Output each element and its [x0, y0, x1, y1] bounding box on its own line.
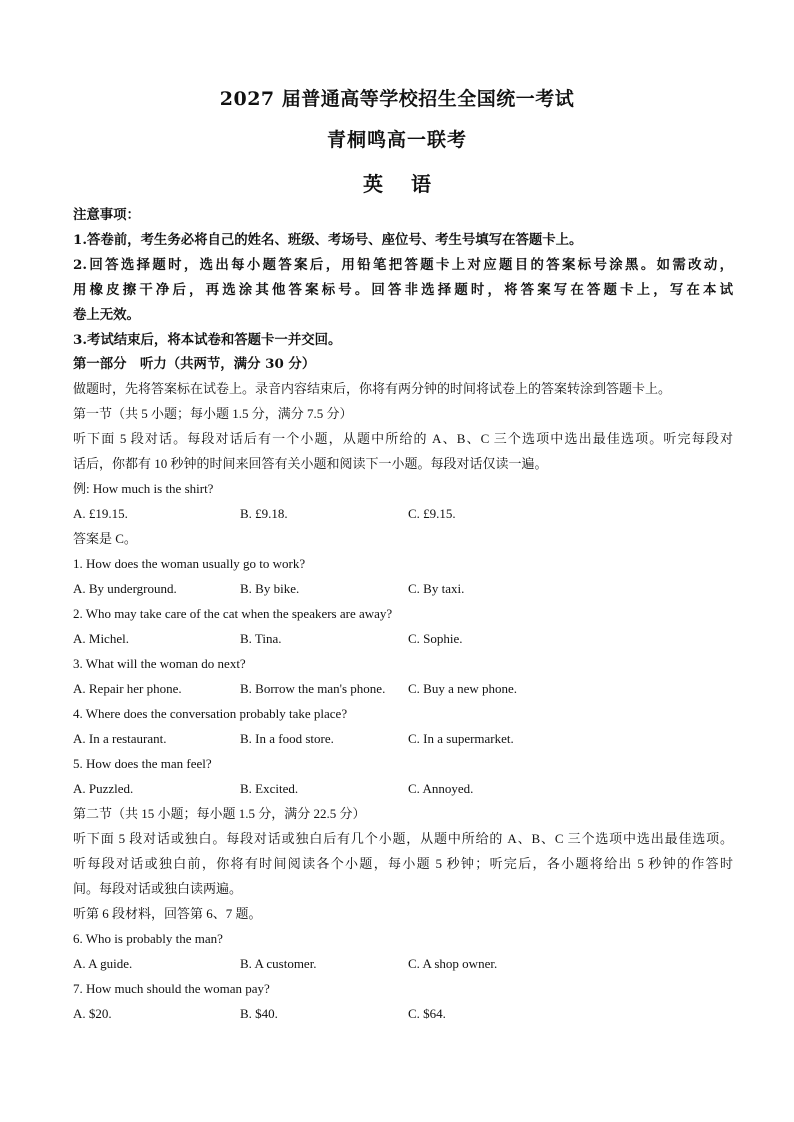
section2-instruction-line-3: 间。每段对话或独白读两遍。	[73, 881, 243, 896]
question-1-option-a: A. By underground.	[73, 581, 177, 596]
question-7: 7. How much should the woman pay?	[73, 981, 270, 996]
notes-item-2-line-2: 用橡皮擦干净后，再选涂其他答案标号。回答非选择题时，将答案写在答题卡上，写在本试	[73, 282, 733, 298]
part1-title: 第一部分 听力（共两节，满分 30 分）	[73, 356, 316, 372]
section1-instruction-line-1: 听下面 5 段对话。每段对话后有一个小题，从题中所给的 A、B、C 三个选项中选出最佳选项。听完每段对	[73, 431, 733, 446]
question-2-option-b: B. Tina.	[240, 631, 282, 646]
question-6: 6. Who is probably the man?	[73, 931, 223, 946]
material-6-heading: 听第 6 段材料，回答第 6、7 题。	[73, 906, 262, 921]
question-3: 3. What will the woman do next?	[73, 656, 246, 671]
question-4-option-c: C. In a supermarket.	[408, 731, 514, 746]
notes-title: 注意事项：	[73, 207, 140, 223]
question-1-option-c: C. By taxi.	[408, 581, 465, 596]
notes-item-2-line-3: 卷上无效。	[73, 307, 140, 323]
example-question: 例: How much is the shirt?	[73, 481, 214, 496]
section1-instruction-line-2: 话后，你都有 10 秒钟的时间来回答有关小题和阅读下一小题。每段对话仅读一遍。	[73, 456, 548, 471]
example-option-b: B. £9.18.	[240, 506, 288, 521]
question-6-option-a: A. A guide.	[73, 956, 133, 971]
question-4-option-b: B. In a food store.	[240, 731, 334, 746]
question-1: 1. How does the woman usually go to work?	[73, 556, 306, 571]
question-2: 2. Who may take care of the cat when the speakers are away?	[73, 606, 393, 621]
subject-char-left: 英	[363, 172, 383, 196]
question-7-option-b: B. $40.	[240, 1006, 278, 1021]
question-2-option-a: A. Michel.	[73, 631, 129, 646]
question-5: 5. How does the man feel?	[73, 756, 212, 771]
subject-char-right: 语	[411, 172, 431, 196]
example-answer: 答案是 C。	[73, 531, 137, 546]
question-5-option-a: A. Puzzled.	[73, 781, 134, 796]
section1-title: 第一节（共 5 小题；每小题 1.5 分，满分 7.5 分）	[73, 406, 353, 421]
question-5-option-c: C. Annoyed.	[408, 781, 474, 796]
notes-item-2-line-1: 2.回答选择题时，选出每小题答案后，用铅笔把答题卡上对应题目的答案标号涂黑。如需改动，	[73, 257, 733, 273]
section2-title: 第二节（共 15 小题；每小题 1.5 分，满分 22.5 分）	[73, 806, 366, 821]
example-option-a: A. £19.15.	[73, 506, 128, 521]
section2-instruction-line-1: 听下面 5 段对话或独白。每段对话或独白后有几个小题，从题中所给的 A、B、C 三个选项中选出最佳选项。	[73, 831, 733, 846]
question-7-option-a: A. $20.	[73, 1006, 112, 1021]
section2-instruction-line-2: 听每段对话或独白前，你将有时间阅读各个小题，每小题 5 秒钟；听完后，各小题将给出 5 秒钟的作答时	[73, 856, 733, 871]
question-2-option-c: C. Sophie.	[408, 631, 463, 646]
question-4: 4. Where does the conversation probably take place?	[73, 706, 348, 721]
example-option-c: C. £9.15.	[408, 506, 456, 521]
exam-title: 2027 届普通高等学校招生全国统一考试	[219, 88, 575, 110]
question-1-option-b: B. By bike.	[240, 581, 300, 596]
exam-subtitle: 青桐鸣高一联考	[326, 129, 467, 151]
question-5-option-b: B. Excited.	[240, 781, 299, 796]
notes-item-1: 1.答卷前，考生务必将自己的姓名、班级、考场号、座位号、考生号填写在答题卡上。	[73, 232, 583, 248]
question-3-option-a: A. Repair her phone.	[73, 681, 182, 696]
notes-item-3: 3.考试结束后，将本试卷和答题卡一并交回。	[73, 332, 342, 348]
question-3-option-b: B. Borrow the man's phone.	[240, 681, 386, 696]
question-7-option-c: C. $64.	[408, 1006, 446, 1021]
part1-instruction: 做题时，先将答案标在试卷上。录音内容结束后，你将有两分钟的时间将试卷上的答案转涂到答题卡上。	[73, 381, 672, 396]
question-6-option-c: C. A shop owner.	[408, 956, 498, 971]
question-3-option-c: C. Buy a new phone.	[408, 681, 518, 696]
question-6-option-b: B. A customer.	[240, 956, 317, 971]
subject-title	[0, 168, 794, 197]
question-4-option-a: A. In a restaurant.	[73, 731, 167, 746]
